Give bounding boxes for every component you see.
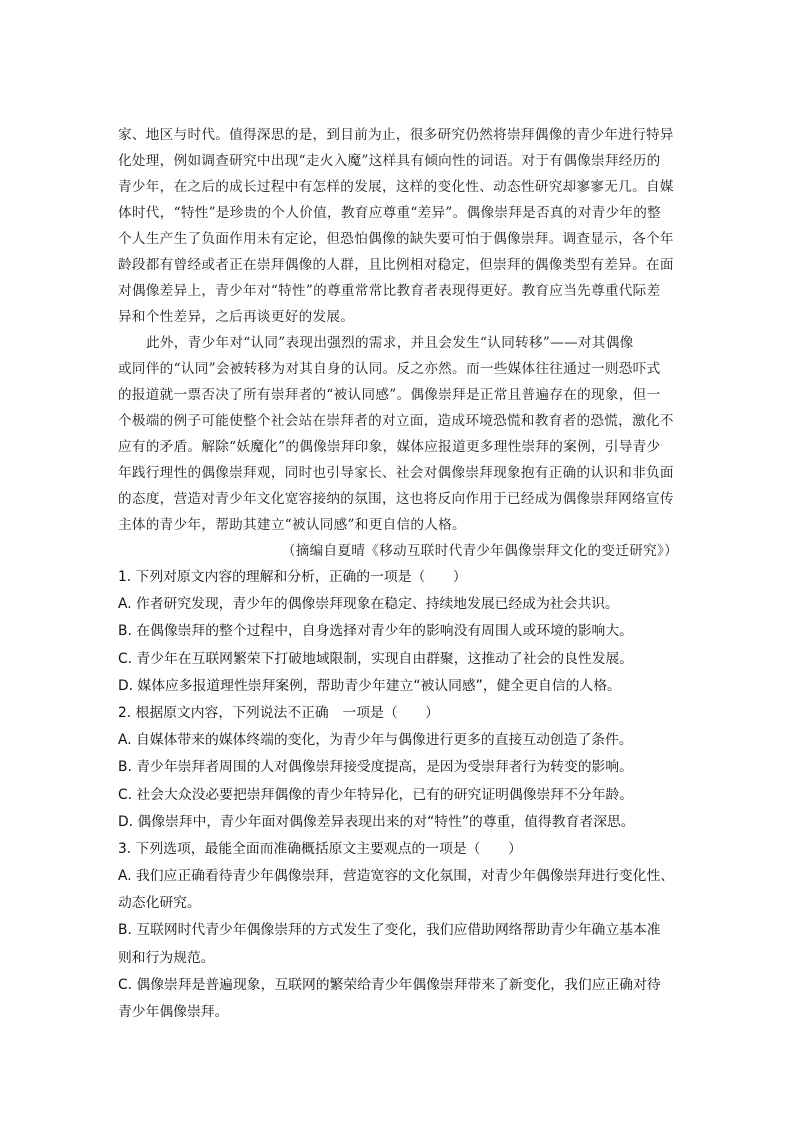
option-b: B. 青少年崇拜者周围的人对偶像崇拜接受度提高，是因为受崇拜者行为转变的影响。 [118, 759, 633, 776]
passage-line: 主体的青少年，帮助其建立“被认同感”和更自信的人格。 [118, 517, 466, 533]
passage-line: 此外，青少年对“认同”表现出强烈的需求，并且会发生“认同转移”——对其偶像 [146, 335, 634, 351]
passage-line: 的态度，营造对青少年文化宽容接纳的氛围，这也将反向作用于已经成为偶像崇拜网络宣传 [118, 491, 674, 507]
option-line: 青少年偶像崇拜。 [118, 1004, 229, 1020]
passage-line: 或同伴的“认同”会被转移为对其自身的认同。反之亦然。而一些媒体往往通过一则恐吓式 [118, 361, 661, 377]
question-1 [118, 564, 678, 700]
question-stem: 2. 根据原文内容，下列说法不正确 一项是（ ） [118, 704, 440, 721]
passage [118, 122, 678, 564]
passage-line: 对偶像差异上，青少年对“特性”的尊重常常比教育者表现得更好。教育应当先尊重代际差 [118, 283, 661, 299]
source-citation: （摘编自夏晴《移动互联时代青少年偶像崇拜文化的变迁研究》） [281, 543, 678, 559]
question-3 [118, 836, 678, 1026]
question-stem: 3. 下列选项，最能全面而准确概括原文主要观点的一项是（ ） [118, 840, 522, 857]
option-line: B. 互联网时代青少年偶像崇拜的方式发生了变化，我们应借助网络帮助青少年确立基本准 [118, 922, 661, 939]
option-line: 则和行为规范。 [118, 949, 215, 966]
option-a: A. 自媒体带来的媒体终端的变化，为青少年与偶像进行更多的直接互动创造了条件。 [118, 732, 633, 749]
passage-line: 个极端的例子可能使整个社会站在崇拜者的对立面，造成环境恐慌和教育者的恐慌，激化不 [118, 413, 674, 429]
question-2 [118, 700, 678, 836]
document-page [118, 122, 678, 1026]
option-d: D. 偶像崇拜中，青少年面对偶像差异表现出来的对“特性”的尊重，值得教育者深思。 [118, 813, 635, 830]
passage-line: 年践行理性的偶像崇拜观，同时也引导家长、社会对偶像崇拜现象抱有正确的认识和非负面 [118, 465, 674, 481]
passage-line: 青少年，在之后的成长过程中有怎样的发展，这样的变化性、动态性研究却寥寥无几。自媒 [118, 179, 674, 195]
question-stem: 1. 下列对原文内容的理解和分析，正确的一项是（ ） [118, 569, 467, 585]
passage-line: 的报道就一票否决了所有崇拜者的“被认同感”。偶像崇拜是正常且普遍存在的现象，但一 [118, 387, 661, 403]
option-line: 动态化研究。 [118, 895, 201, 912]
passage-line: 个人生产生了负面作用未有定论，但恐怕偶像的缺失要可怕于偶像崇拜。调查显示，各个年 [118, 231, 674, 247]
option-a: A. 作者研究发现，青少年的偶像崇拜现象在稳定、持续地发展已经成为社会共识。 [118, 596, 619, 613]
option-c: C. 青少年在互联网繁荣下打破地域限制，实现自由群聚，这推动了社会的良性发展。 [118, 650, 634, 667]
option-c: C. 社会大众没必要把崇拜偶像的青少年特异化，已有的研究证明偶像崇拜不分年龄。 [118, 786, 634, 803]
passage-line: 应有的矛盾。解除“妖魔化”的偶像崇拜印象，媒体应报道更多理性崇拜的案例，引导青少 [118, 439, 661, 455]
option-line: C. 偶像崇拜是普遍现象，互联网的繁荣给青少年偶像崇拜带来了新变化，我们应正确对待 [118, 976, 661, 993]
passage-line: 体时代，“特性”是珍贵的个人价值，教育应尊重“差异”。偶像崇拜是否真的对青少年的整 [118, 205, 662, 221]
passage-line: 龄段都有曾经或者正在崇拜偶像的人群，且比例相对稳定，但崇拜的偶像类型有差异。在面 [118, 257, 674, 273]
passage-line: 家、地区与时代。值得深思的是，到目前为止，很多研究仍然将崇拜偶像的青少年进行特异 [118, 127, 674, 143]
option-a [118, 863, 678, 917]
option-d: D. 媒体应多报道理性崇拜案例，帮助青少年建立“被认同感”，健全更自信的人格。 [118, 677, 621, 694]
passage-line: 化处理，例如调查研究中出现“走火入魔”这样具有倾向性的词语。对于有偶像崇拜经历的 [118, 153, 661, 169]
option-line: A. 我们应正确看待青少年偶像崇拜，营造宽容的文化氛围，对青少年偶像崇拜进行变化性、 [118, 868, 675, 885]
option-b: B. 在偶像崇拜的整个过程中，自身选择对青少年的影响没有周围人或环境的影响大。 [118, 623, 633, 640]
option-b [118, 917, 678, 971]
option-c [118, 972, 678, 1026]
passage-line: 异和个性差异，之后再谈更好的发展。 [118, 309, 355, 325]
